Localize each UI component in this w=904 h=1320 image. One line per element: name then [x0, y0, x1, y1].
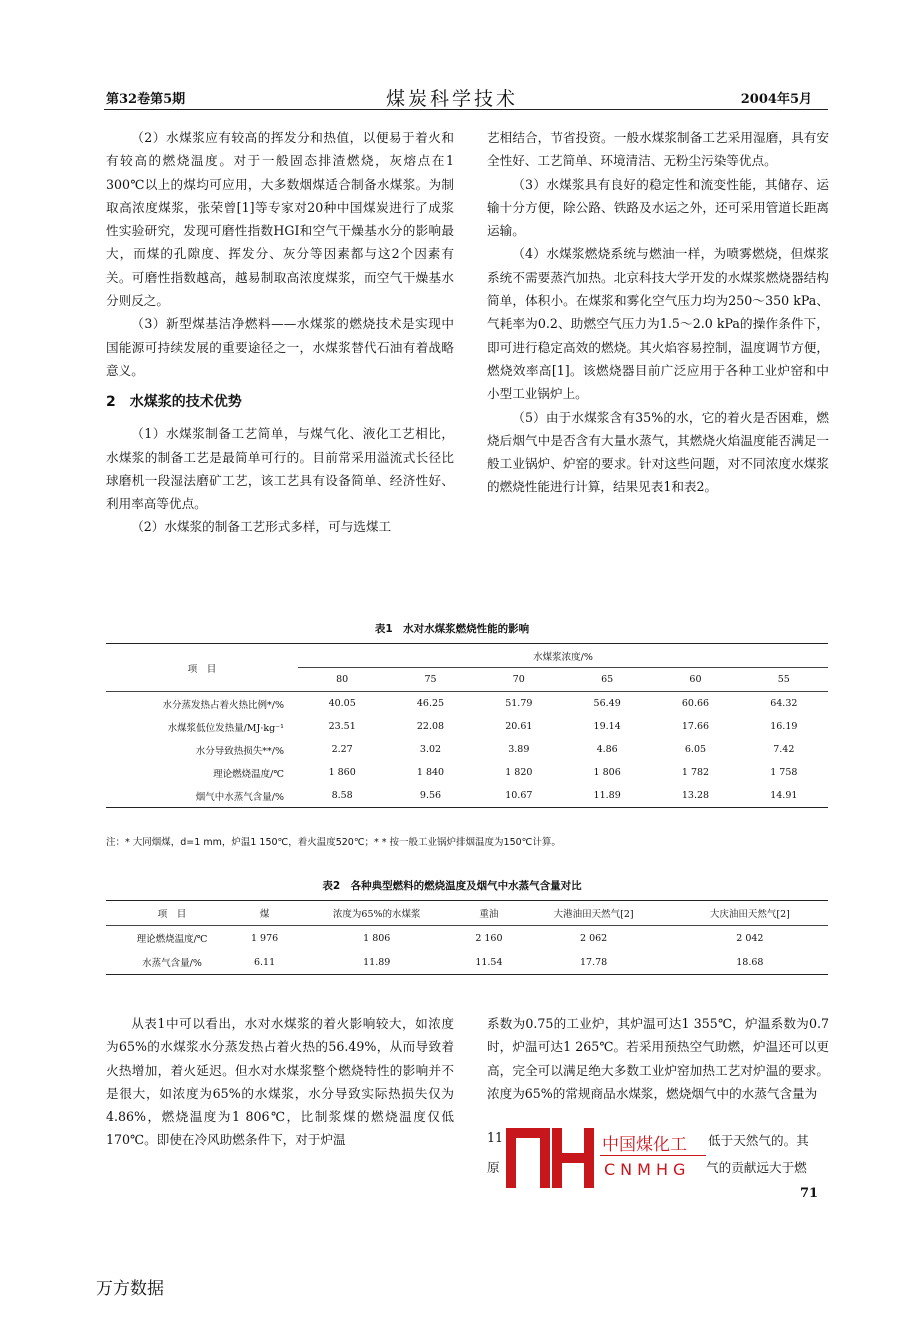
cell: 11.89: [363, 956, 391, 968]
cell: 17.66: [681, 721, 710, 732]
footer-source: 万方数据: [96, 1279, 164, 1299]
table2: [106, 900, 828, 975]
row-label: 水煤浆低位发热量/MJ·kg⁻¹: [167, 722, 284, 734]
cell: 16.19: [770, 721, 798, 732]
table2-header: 重油: [479, 909, 499, 920]
paragraph: （3）水煤浆具有良好的稳定性和流变性能，其储存、运输十分方便，除公路、铁路及水运之外，还可采用管道长距离运输。: [487, 176, 829, 239]
paragraph: （4）水煤浆燃烧系统与燃油一样，为喷雾燃烧，但煤浆系统不需要蒸汽加热。北京科技大学开发的水煤浆燃烧器结构简单，体积小。在煤浆和雾化空气压力均为250～350 kPa、气耗率为0.2、助燃空气压力为1.5～2.0 kPa的操作条件下，即可进行稳定高效的燃烧。其火焰容易控制，温度调节方便，燃烧效率高[1]。该燃烧器目前广泛应用于各种工业炉窑和中小型工业锅炉上。: [487, 246, 829, 402]
paragraph: 系数为0.75的工业炉，其炉温可达1 355℃，炉温系数为0.7时，炉温可达1 265℃。若采用预热空气助燃，炉温还可以更高，完全可以满足绝大多数工业炉窑加热工艺对炉温的要求。浓度为65%的常规商品水煤浆，燃烧烟气中的水蒸气含量为: [487, 1016, 829, 1101]
text-fragment: 11: [487, 1130, 504, 1145]
row-label: 水分蒸发热占着火热比例*/%: [162, 699, 284, 711]
table1-conc-header: 80: [336, 674, 349, 685]
journal-issue: 第32卷第5期: [106, 92, 186, 107]
watermark-en: CNMHG: [604, 1160, 691, 1179]
cell: 1 806: [363, 932, 391, 944]
cell: 1 860: [328, 767, 356, 778]
cell: 7.42: [773, 744, 795, 755]
cell: 2 042: [736, 932, 764, 944]
text-fragment: 原: [487, 1160, 500, 1175]
row-label: 理论燃烧温度/℃: [213, 768, 284, 780]
cell: 64.32: [770, 698, 798, 709]
table1-group-header: 水煤浆浓度/%: [298, 644, 828, 668]
cell: 1 806: [593, 767, 621, 778]
cell: 3.89: [508, 744, 530, 755]
cell: 1 782: [681, 767, 710, 778]
cell: 1 976: [250, 932, 279, 944]
table-row: [106, 784, 828, 808]
cell: 9.56: [419, 790, 442, 801]
table1-caption: 表1 水对水煤浆燃烧性能的影响: [374, 623, 530, 635]
watermark-rule: [600, 1155, 706, 1156]
cell: 1 840: [416, 767, 445, 778]
cell: 1 820: [505, 767, 533, 778]
table2-header: 项 目: [157, 909, 187, 920]
header-rule: [104, 109, 828, 110]
page-number: 71: [800, 1186, 819, 1201]
cell: 18.68: [736, 956, 764, 968]
table-row: [106, 692, 828, 716]
cell: 19.14: [593, 721, 621, 732]
paragraph: （3）新型煤基洁净燃料——水煤浆的燃烧技术是实现中国能源可持续发展的重要途径之一，水煤浆替代石油有着战略意义。: [106, 316, 454, 378]
table1-note: 注：* 大同烟煤，d=1 mm，炉温1 150℃，着火温度520℃；* * 按一般工业锅炉排烟温度为150℃计算。: [106, 837, 561, 848]
paragraph: 从表1中可以看出，水对水煤浆的着火影响较大，如浓度为65%的水煤浆水分蒸发热占着火热的56.49%，从而导致着火热增加，着火延迟。但水对水煤浆整个燃烧特性的影响并不是很大，如浓度为65%的水煤浆，水分导致实际热损失仅为4.86%，燃烧温度为1 806℃，比制浆煤的燃烧温度仅低170℃。即使在冷风助燃条件下，对于炉温: [106, 1016, 454, 1148]
lower-left-column: [106, 1012, 454, 1152]
table2-caption: 表2 各种典型燃料的燃烧温度及烟气中水蒸气含量对比: [322, 880, 582, 892]
row-label: 水蒸气含量/%: [142, 958, 202, 969]
table-row: [106, 738, 828, 761]
paragraph: （2）水煤浆的制备工艺形式多样，可与选煤工: [131, 519, 392, 535]
lower-right-column: [487, 1012, 829, 1105]
cell: 6.11: [253, 956, 276, 968]
cell: 8.58: [331, 790, 353, 801]
table1-conc-header: 55: [777, 674, 790, 685]
issue-date: 2004年5月: [740, 92, 812, 107]
cell: 46.25: [416, 698, 445, 709]
journal-title: 煤炭科学技术: [385, 88, 518, 110]
table2-header: 大庆油田天然气[2]: [709, 909, 790, 920]
cell: 14.91: [770, 790, 798, 801]
cell: 17.78: [580, 956, 608, 968]
cell: 22.08: [416, 721, 445, 732]
cell: 11.54: [475, 956, 503, 968]
table1-conc-header: 70: [512, 674, 525, 685]
table2-header: 煤: [259, 909, 270, 920]
table-row: [106, 926, 828, 951]
left-column: [106, 126, 454, 539]
table1-col-header: 项 目: [106, 644, 298, 692]
paragraph: （1）水煤浆制备工艺简单，与煤气化、液化工艺相比，水煤浆的制备工艺是最简单可行的。目前常采用溢流式长径比球磨机一段湿法磨矿工艺，该工艺具有设备简单、经济性好、利用率高等优点。: [106, 426, 454, 512]
cell: 2 160: [475, 932, 503, 944]
cell: 56.49: [593, 698, 621, 709]
cell: 11.89: [593, 790, 621, 801]
table-row: [106, 950, 828, 975]
table1: [106, 643, 828, 808]
cell: 1 758: [770, 767, 798, 778]
paragraph: 艺相结合，节省投资。一般水煤浆制备工艺采用湿磨，具有安全性好、工艺简单、环境清洁、无粉尘污染等优点。: [487, 130, 829, 169]
row-label: 烟气中水蒸气含量/%: [195, 791, 284, 803]
text-fragment: 气的贡献远大于燃: [706, 1160, 807, 1175]
cell: 2 062: [580, 932, 608, 944]
row-label: 水分导致热损失**/%: [195, 745, 284, 757]
paragraph: （5）由于水煤浆含有35%的水，它的着火是否困难，燃烧后烟气中是否含有大量水蒸气，其燃烧火焰温度能否满足一般工业锅炉、炉窑的要求。针对这些问题，对不同浓度水煤浆的燃烧性能进行计算，结果见表1和表2。: [487, 409, 829, 495]
cell: 6.05: [684, 744, 707, 755]
right-column: [487, 126, 829, 499]
cell: 4.86: [596, 744, 618, 755]
table-row: [106, 715, 828, 738]
cell: 23.51: [328, 721, 356, 732]
section-heading: 2 水煤浆的技术优势: [106, 394, 242, 411]
cell: 40.05: [328, 698, 356, 709]
paragraph: （2）水煤浆应有较高的挥发分和热值，以便易于着火和有较高的燃烧温度。对于一般固态排渣燃烧，灰熔点在1 300℃以上的煤均可应用，大多数烟煤适合制备水煤浆。为制取高浓度煤浆，张荣曾[1]等专家对20种中国煤炭进行了成浆性实验研究，发现可磨性指数HGI和空气干燥基水分的影响最大，而煤的孔隙度、挥发分、灰分等因素都与这2个因素有关。可磨性指数越高，越易制取高浓度煤浆，而空气干燥基水分则反之。: [106, 130, 454, 309]
text-fragment: 低于天然气的。其: [708, 1133, 809, 1148]
cell: 20.61: [505, 721, 533, 732]
cell: 60.66: [681, 698, 710, 709]
cell: 51.79: [505, 698, 533, 709]
cnmhg-logo-icon: [506, 1128, 596, 1188]
watermark-cn: 中国煤化工: [602, 1135, 687, 1155]
cell: 10.67: [505, 790, 533, 801]
table2-header: 浓度为65%的水煤浆: [332, 909, 421, 920]
table2-header: 大港油田天然气[2]: [553, 909, 634, 920]
cell: 2.27: [331, 744, 353, 755]
cell: 13.28: [681, 790, 710, 801]
cell: 3.02: [419, 744, 442, 755]
table1-conc-header: 60: [689, 674, 702, 685]
table1-conc-header: 65: [601, 674, 614, 685]
table1-conc-header: 75: [424, 674, 437, 685]
row-label: 理论燃烧温度/℃: [136, 934, 208, 945]
table-row: [106, 761, 828, 784]
